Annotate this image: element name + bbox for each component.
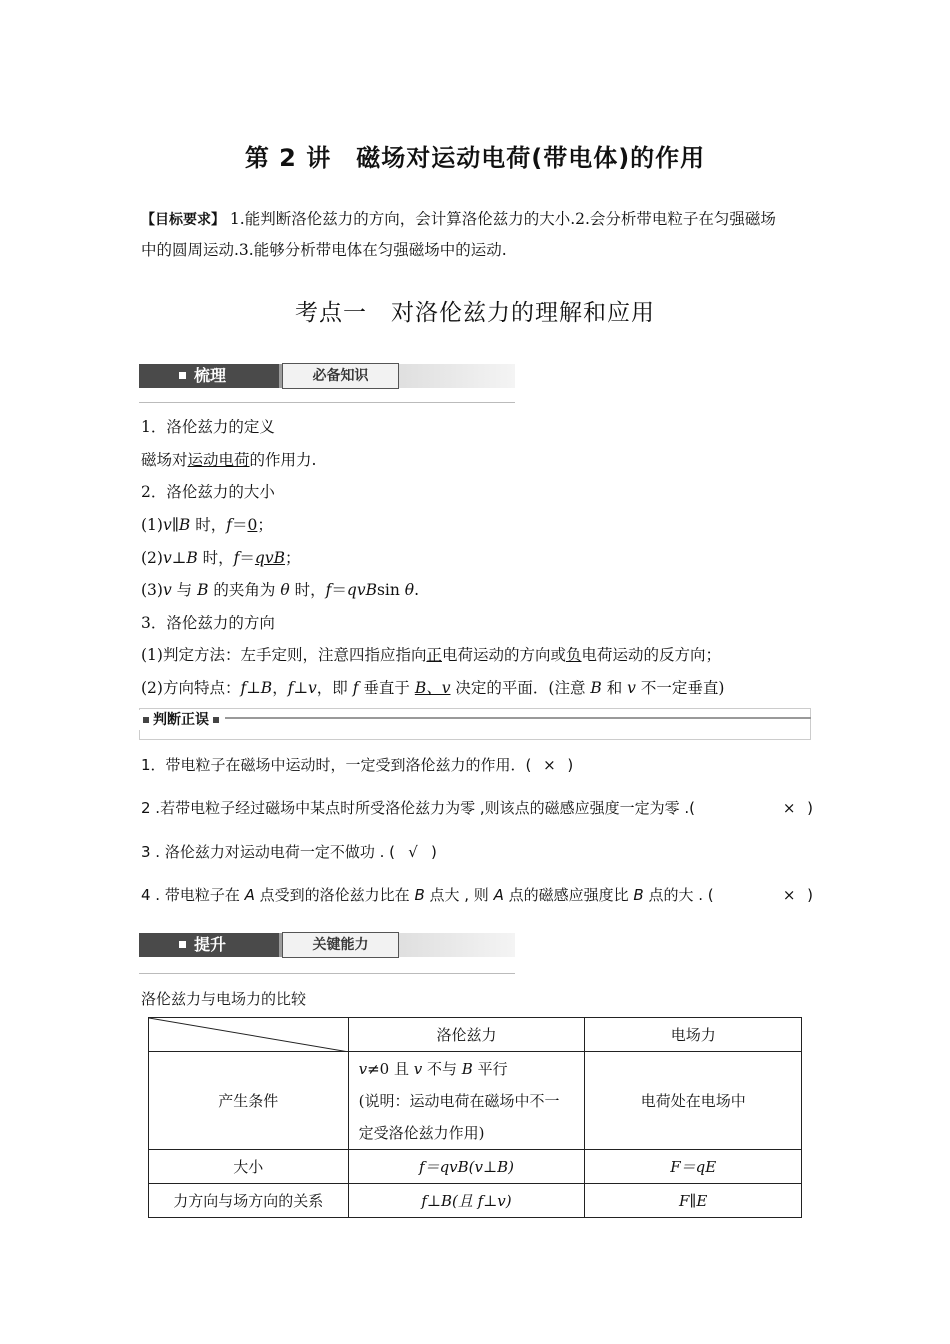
banner-light-label: 关键能力 xyxy=(282,932,399,958)
t: 点的磁感应强度比 xyxy=(503,886,634,904)
heading-direction: 3．洛伦兹力的方向 xyxy=(141,614,275,632)
cond-line-2: (说明：运动电荷在磁场中不一 xyxy=(358,1091,560,1110)
t: 1．带电粒子在磁场中运动时，一定受到洛伦兹力的作用．( xyxy=(141,756,532,774)
t: 与 xyxy=(171,581,198,599)
t: f xyxy=(287,679,294,697)
t: 时， xyxy=(190,516,227,534)
t: 4 . 带电粒子在 xyxy=(141,886,245,904)
t: B xyxy=(461,1059,473,1078)
t: f xyxy=(233,549,240,567)
t: v xyxy=(413,1059,423,1078)
banner-dark-text: 提升 xyxy=(194,935,227,954)
t: B xyxy=(590,679,602,697)
t: (3) xyxy=(141,581,163,599)
t: ) xyxy=(807,886,813,904)
goals-text-1: 1.能判断洛伦兹力的方向，会计算洛伦兹力的大小.2.会分析带电粒子在匀强磁场 xyxy=(225,210,776,228)
t: (2) xyxy=(141,549,163,567)
t: 平行 xyxy=(472,1059,508,1078)
judge-label-text: 判断正误 xyxy=(153,712,209,728)
banner-knowledge xyxy=(139,360,515,404)
t: F∥E xyxy=(679,1191,708,1210)
t: 3 . 洛伦兹力对运动电荷一定不做功 . ( xyxy=(141,843,396,861)
t: ⊥ xyxy=(246,679,261,697)
t: 和 xyxy=(601,679,628,697)
goals-line-2: 中的圆周运动.3.能够分析带电体在匀强磁场中的运动. xyxy=(141,241,507,259)
banner-dark-label xyxy=(139,933,279,957)
judge-item-1 xyxy=(141,755,813,775)
section-heading: 考点一 对洛伦兹力的理解和应用 xyxy=(295,300,655,326)
judge-label xyxy=(139,710,225,730)
judge-item-3 xyxy=(141,842,813,862)
direction-method xyxy=(141,645,721,665)
direction-features xyxy=(141,678,724,698)
t: 点受到的洛伦兹力比在 xyxy=(254,886,415,904)
t: f xyxy=(226,516,232,534)
banner-ability xyxy=(139,918,515,962)
t: qvB xyxy=(254,549,285,567)
t: f xyxy=(240,679,247,697)
t: ∥ xyxy=(171,516,179,534)
t: ⊥ xyxy=(293,679,309,697)
t: θ xyxy=(280,581,290,599)
def-underline: 运动电荷 xyxy=(187,451,250,469)
heading-definition: 1．洛伦兹力的定义 xyxy=(141,418,275,436)
t: B xyxy=(197,581,209,599)
t: B xyxy=(414,886,425,904)
t: v xyxy=(627,679,636,697)
t: ⊥ xyxy=(171,549,187,567)
t: f xyxy=(352,679,359,697)
cell-direction-electric xyxy=(585,1184,802,1218)
row-label-condition: 产生条件 xyxy=(149,1052,349,1150)
t: A xyxy=(493,886,504,904)
t: 时， xyxy=(289,581,326,599)
row-label-magnitude: 大小 xyxy=(149,1150,349,1184)
judge-answer: √ xyxy=(408,843,418,861)
cell-direction-lorentz xyxy=(348,1184,585,1218)
diagonal-line xyxy=(149,1018,349,1052)
t: v xyxy=(162,516,172,534)
t: F＝qE xyxy=(670,1158,717,1176)
t: ； xyxy=(284,549,301,567)
judge-line xyxy=(139,717,811,719)
t: × xyxy=(782,886,796,904)
square-icon xyxy=(143,717,149,723)
cond-line-3: 定受洛伦兹力作用) xyxy=(358,1123,485,1142)
table-row xyxy=(149,1150,802,1184)
judge-answer: × xyxy=(543,756,556,774)
t: ，即 xyxy=(316,679,353,697)
t: 的夹角为 xyxy=(208,581,281,599)
square-icon xyxy=(179,372,186,379)
t: 电荷运动的方向或 xyxy=(441,646,566,664)
t: 正 xyxy=(426,646,442,664)
judge-item-2 xyxy=(141,798,813,818)
heading-magnitude: 2．洛伦兹力的大小 xyxy=(141,483,275,501)
t: ， xyxy=(272,679,288,697)
t: ) xyxy=(567,756,574,774)
square-icon xyxy=(213,717,219,723)
goals-line-1 xyxy=(141,205,821,234)
judge-answer xyxy=(771,798,813,818)
t: ) xyxy=(431,843,437,861)
t: (2)方向特点： xyxy=(141,679,241,697)
t: 不一定垂直) xyxy=(635,679,725,697)
t: θ xyxy=(404,581,415,599)
t: . xyxy=(414,581,420,599)
header-lorentz: 洛伦兹力 xyxy=(348,1018,585,1052)
t: B、v xyxy=(414,679,451,697)
judge-box xyxy=(139,708,811,740)
t: f xyxy=(325,581,332,599)
header-electric: 电场力 xyxy=(585,1018,802,1052)
table-corner-cell xyxy=(149,1018,349,1052)
cell-condition-lorentz xyxy=(348,1052,585,1150)
def-pre: 磁场对 xyxy=(141,451,188,469)
page-title: 第 2 讲 磁场对运动电荷(带电体)的作用 xyxy=(244,144,706,172)
t: B xyxy=(178,516,191,534)
t: qvB xyxy=(346,581,377,599)
t: 垂直于 xyxy=(358,679,415,697)
goals-tag: 【目标要求】 xyxy=(141,212,225,228)
t: 点的大 . ( xyxy=(643,886,714,904)
table-row xyxy=(149,1052,802,1150)
t: ) xyxy=(807,799,813,817)
t: ＝ xyxy=(239,549,255,567)
t: 决定的平面．(注意 xyxy=(450,679,591,697)
t: sin xyxy=(376,581,405,599)
banner-dark-label xyxy=(139,364,279,388)
t: A xyxy=(244,886,255,904)
t: B xyxy=(633,886,644,904)
row-label-direction: 力方向与场方向的关系 xyxy=(149,1184,349,1218)
square-icon xyxy=(179,941,186,948)
t: f＝qvB(v⊥B) xyxy=(419,1158,514,1176)
cell-condition-electric: 电荷处在电场中 xyxy=(585,1052,802,1150)
cell-magnitude-electric xyxy=(585,1150,802,1184)
banner-dark-text: 梳理 xyxy=(194,366,227,385)
t: 负 xyxy=(566,646,582,664)
t: ； xyxy=(257,516,273,534)
t: v xyxy=(162,549,172,567)
table-row xyxy=(149,1184,802,1218)
magnitude-case-3 xyxy=(141,580,419,600)
t: 点大 , 则 xyxy=(424,886,494,904)
judge-item-4 xyxy=(141,885,813,905)
t: v xyxy=(162,581,172,599)
t: 2 .若带电粒子经过磁场中某点时所受洛伦兹力为零 ,则该点的磁感应强度一定为零 .( xyxy=(141,799,696,817)
t: (1) xyxy=(141,516,163,534)
judge-answer xyxy=(771,885,813,905)
t: × xyxy=(782,799,796,817)
t: ≠0 且 xyxy=(367,1059,414,1078)
compare-table xyxy=(148,1017,802,1218)
compare-title: 洛伦兹力与电场力的比较 xyxy=(141,990,307,1008)
table-row xyxy=(149,1018,802,1052)
t: 时， xyxy=(197,549,234,567)
t: f⊥B(且 f⊥v) xyxy=(421,1192,512,1210)
divider xyxy=(139,973,515,974)
t: ＝ xyxy=(331,581,347,599)
banner-light-label: 必备知识 xyxy=(282,363,399,389)
magnitude-case-1 xyxy=(141,515,273,535)
cell-magnitude-lorentz xyxy=(348,1150,585,1184)
t: (1)判定方法：左手定则，注意四指应指向 xyxy=(141,646,427,664)
t: B xyxy=(260,679,273,697)
t: 0 xyxy=(247,516,258,534)
def-post: 的作用力. xyxy=(249,451,317,469)
definition-text xyxy=(141,450,316,470)
t: ＝ xyxy=(231,516,248,534)
cond-line-1 xyxy=(359,1053,585,1085)
t: v xyxy=(308,679,317,697)
t: 不与 xyxy=(422,1059,462,1078)
t: B xyxy=(186,549,198,567)
judge-banner xyxy=(139,708,811,738)
t: 电荷运动的反方向； xyxy=(581,646,722,664)
divider xyxy=(139,402,515,403)
magnitude-case-2 xyxy=(141,548,301,568)
t: v xyxy=(358,1059,368,1078)
